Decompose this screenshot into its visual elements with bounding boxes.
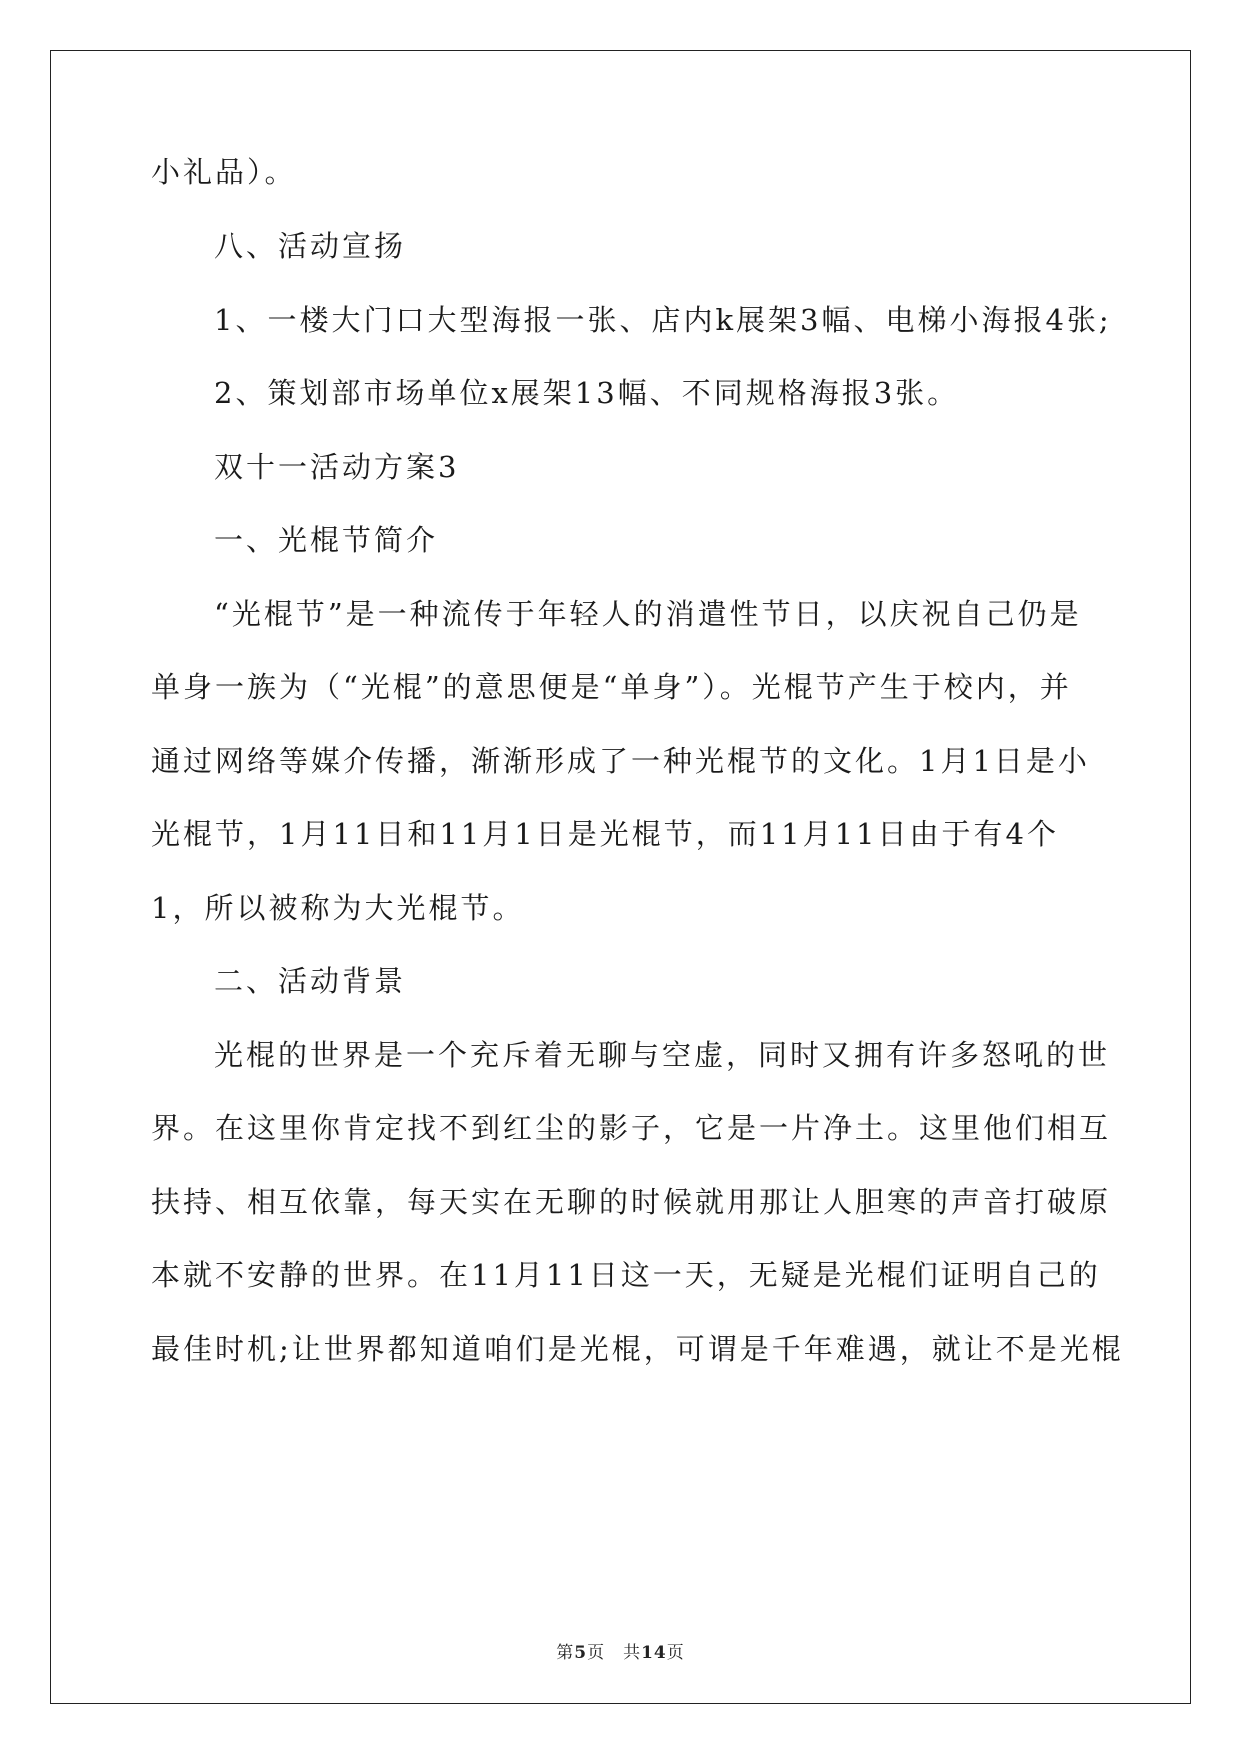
list-item: 1、一楼大门口大型海报一张、店内k展架3幅、电梯小海报4张; — [214, 303, 1112, 337]
paragraph-line: 光棍节，1月11日和11月1日是光棍节，而11月11日由于有4个 — [151, 817, 1059, 851]
page-frame — [50, 50, 1191, 1704]
paragraph-line: 1，所以被称为大光棍节。 — [151, 891, 525, 925]
page-number: 5 — [574, 1643, 588, 1663]
paragraph-line: 扶持、相互依靠，每天实在无聊的时候就用那让人胆寒的声音打破原 — [151, 1185, 1112, 1219]
list-item: 2、策划部市场单位x展架13幅、不同规格海报3张。 — [214, 376, 960, 410]
section-title: 双十一活动方案3 — [214, 450, 460, 484]
page-total: 14 — [641, 1643, 667, 1663]
paragraph-line: 最佳时机;让世界都知道咱们是光棍，可谓是千年难遇，就让不是光棍 — [151, 1332, 1124, 1366]
paragraph-line: 界。在这里你肯定找不到红尘的影子，它是一片净土。这里他们相互 — [151, 1111, 1112, 1145]
total-suffix: 页 — [666, 1643, 685, 1663]
total-prefix: 共 — [623, 1643, 642, 1663]
page-footer — [51, 1642, 1190, 1664]
page-suffix: 页 — [587, 1643, 606, 1663]
paragraph-line: 小礼品）。 — [151, 155, 297, 189]
section-heading: 二、活动背景 — [214, 964, 407, 998]
paragraph-line: 单身一族为（“光棍”的意思便是“单身”）。光棍节产生于校内，并 — [151, 670, 1072, 704]
section-heading: 八、活动宣扬 — [214, 229, 407, 263]
paragraph-line: 光棍的世界是一个充斥着无聊与空虚，同时又拥有许多怒吼的世 — [214, 1038, 1111, 1072]
paragraph-line: “光棍节”是一种流传于年轻人的消遣性节日，以庆祝自己仍是 — [214, 597, 1082, 631]
paragraph-line: 本就不安静的世界。在11月11日这一天，无疑是光棍们证明自己的 — [151, 1258, 1101, 1292]
section-heading: 一、光棍节简介 — [214, 523, 439, 557]
paragraph-line: 通过网络等媒介传播，渐渐形成了一种光棍节的文化。1月1日是小 — [151, 744, 1090, 778]
page-prefix: 第 — [556, 1643, 575, 1663]
